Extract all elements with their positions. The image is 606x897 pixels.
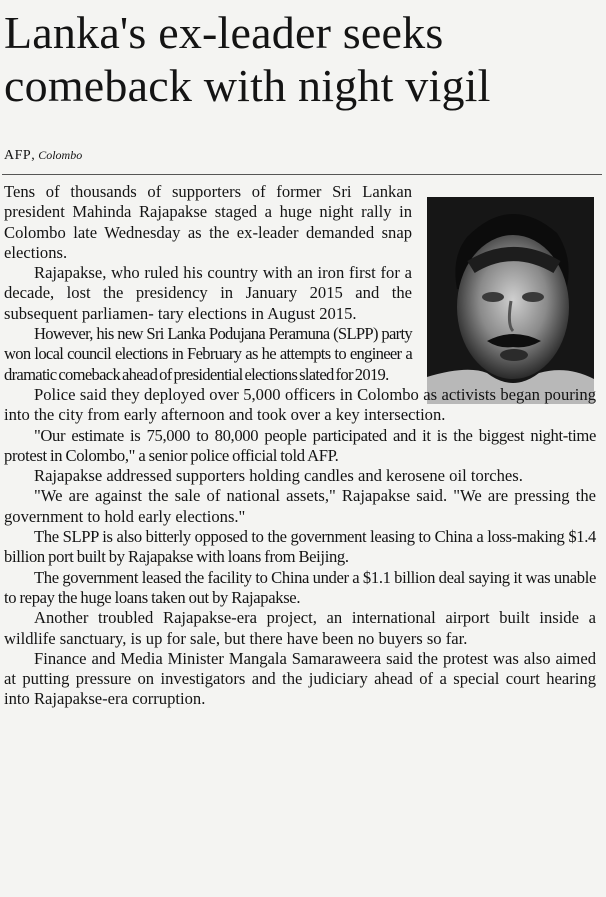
paragraph-3: However, his new Sri Lanka Podujana Peramuna (SLPP) party won local council elections in February as he attempts to engineer a dramatic comeback ahead of presidential elections slated for 2019. [4,324,412,384]
paragraph-10: Another troubled Rajapakse-era project, an international airport built inside a wildlife sanctuary, is up for sale, but there have been no buyers so far. [4,608,596,648]
paragraph-6: Rajapakse addressed supporters holding candles and kerosene oil torches. [34,466,523,486]
paragraph-5: "Our estimate is 75,000 to 80,000 people participated and it is the biggest night-time protest in Colombo," a senior police official told AFP. [4,425,596,465]
article-body [4,182,596,710]
byline-divider [2,174,602,175]
paragraph-4: Police said they deployed over 5,000 officers in Colombo as activists began pouring into the city from early afternoon and took over a key intersection. [4,384,596,425]
byline: AFP, Colombo [4,148,83,163]
headline [4,6,602,112]
headline-line-2: comeback with night vigil [4,60,491,111]
text-beside-photo [4,182,412,385]
headline-line-1: Lanka's ex-leader seeks [4,7,444,58]
paragraph-8: The SLPP is also bitterly opposed to the government leasing to China a loss-making $1.4 billion port built by Rajapakse with loans from Beijing. [4,527,596,567]
byline-agency: AFP [4,148,32,163]
paragraph-7: "We are against the sale of national assets," Rajapakse said. "We are pressing the government to hold early elections." [4,486,596,526]
byline-place: Colombo [38,148,83,162]
paragraph-2: Rajapakse, who ruled his country with an iron first for a decade, lost the presidency in January 2015 and the subsequent parliamen- tary elections in August 2015. [4,263,412,323]
paragraph-11: Finance and Media Minister Mangala Samaraweera said the protest was also aimed at putting pressure on investigators and the judiciary ahead of a special court hearing into Rajapakse-era corruption. [4,648,596,709]
paragraph-1: Tens of thousands of supporters of former Sri Lankan president Mahinda Rajapakse staged a huge night rally in Colombo late Wednesday as the ex-leader demanded snap elections. [4,182,412,262]
paragraph-9: The government leased the facility to China under a $1.1 billion deal saying it was unable to repay the huge loans taken out by Rajapakse. [4,567,596,607]
